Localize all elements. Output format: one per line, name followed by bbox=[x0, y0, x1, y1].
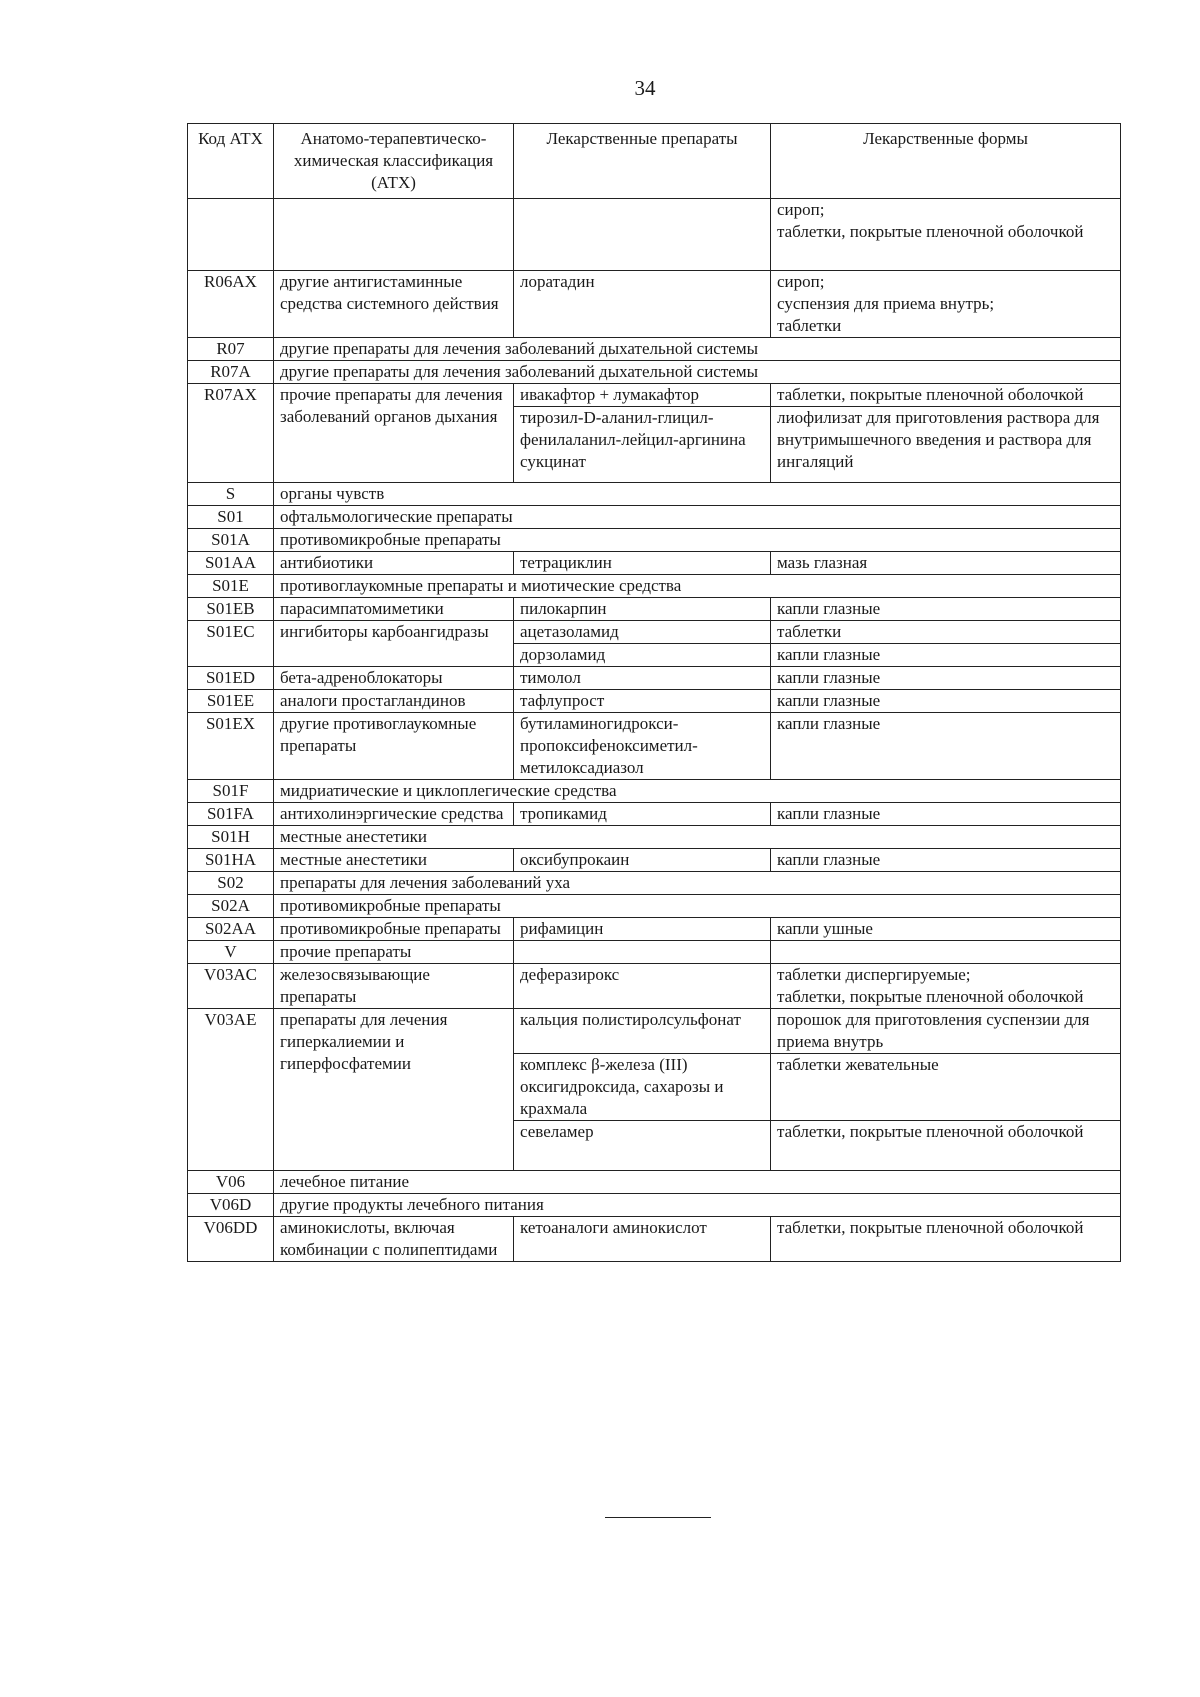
forms-cell: капли глазные bbox=[771, 849, 1121, 872]
end-divider bbox=[605, 1517, 711, 1518]
drug-cell: деферазирокс bbox=[514, 964, 771, 1009]
classification-cell: аналоги простагландинов bbox=[274, 690, 514, 713]
code-cell: S01H bbox=[188, 826, 274, 849]
drug-cell: тетрациклин bbox=[514, 552, 771, 575]
classification-cell: противомикробные препараты bbox=[274, 918, 514, 941]
code-cell: S bbox=[188, 483, 274, 506]
drug-cell: кетоаналоги аминокислот bbox=[514, 1217, 771, 1262]
code-cell: S01ED bbox=[188, 667, 274, 690]
forms-cell: капли глазные bbox=[771, 667, 1121, 690]
classification-cell: препараты для лечения заболеваний уха bbox=[274, 872, 1121, 895]
forms-cell: сироп; суспензия для приема внутрь; таблетки bbox=[771, 271, 1121, 338]
code-cell: S01E bbox=[188, 575, 274, 598]
table-row bbox=[188, 872, 1121, 895]
code-cell: S01AA bbox=[188, 552, 274, 575]
forms-cell: таблетки, покрытые пленочной оболочкой bbox=[771, 1121, 1121, 1171]
table-row bbox=[188, 338, 1121, 361]
drug-cell: тимолол bbox=[514, 667, 771, 690]
classification-cell: противоглаукомные препараты и миотические средства bbox=[274, 575, 1121, 598]
code-cell: R07AX bbox=[188, 384, 274, 483]
page-number: 34 bbox=[634, 76, 656, 100]
table-row bbox=[188, 552, 1121, 575]
header-drugs: Лекарственные препараты bbox=[514, 124, 771, 199]
table-row bbox=[188, 826, 1121, 849]
forms-cell bbox=[771, 941, 1121, 964]
table-row bbox=[188, 199, 1121, 271]
code-cell: V03AE bbox=[188, 1009, 274, 1171]
drug-cell: комплекс β-железа (III) оксигидроксида, сахарозы и крахмала bbox=[514, 1054, 771, 1121]
classification-cell: другие антигистаминные средства системного действия bbox=[274, 271, 514, 338]
code-cell: S01EB bbox=[188, 598, 274, 621]
code-cell: V06 bbox=[188, 1171, 274, 1194]
classification-cell: другие противоглаукомные препараты bbox=[274, 713, 514, 780]
classification-cell: лечебное питание bbox=[274, 1171, 1121, 1194]
table-row bbox=[188, 803, 1121, 826]
code-cell: S01F bbox=[188, 780, 274, 803]
forms-cell: таблетки bbox=[771, 621, 1121, 644]
table-header-row bbox=[188, 124, 1121, 199]
drug-cell: оксибупрокаин bbox=[514, 849, 771, 872]
drug-cell: тирозил-D-аланил-глицил-фенилаланил-лейцил-аргинина сукцинат bbox=[514, 407, 771, 483]
atx-table bbox=[187, 123, 1121, 1262]
classification-cell: парасимпатомиметики bbox=[274, 598, 514, 621]
code-cell: S02 bbox=[188, 872, 274, 895]
table-row bbox=[188, 849, 1121, 872]
table-row bbox=[188, 575, 1121, 598]
forms-cell: капли ушные bbox=[771, 918, 1121, 941]
table-row bbox=[188, 895, 1121, 918]
forms-cell: капли глазные bbox=[771, 598, 1121, 621]
code-cell: V bbox=[188, 941, 274, 964]
table-row bbox=[188, 918, 1121, 941]
classification-cell: местные анестетики bbox=[274, 849, 514, 872]
table-row bbox=[188, 780, 1121, 803]
classification-cell: бета-адреноблокаторы bbox=[274, 667, 514, 690]
drug-cell: рифамицин bbox=[514, 918, 771, 941]
classification-cell bbox=[274, 199, 514, 271]
forms-cell: таблетки диспергируемые; таблетки, покрытые пленочной оболочкой bbox=[771, 964, 1121, 1009]
drug-cell: бутиламиногидрокси-пропоксифеноксиметил-метилоксадиазол bbox=[514, 713, 771, 780]
classification-cell: другие продукты лечебного питания bbox=[274, 1194, 1121, 1217]
table-row bbox=[188, 1194, 1121, 1217]
table-row bbox=[188, 690, 1121, 713]
table-row bbox=[188, 941, 1121, 964]
classification-cell: железосвязывающие препараты bbox=[274, 964, 514, 1009]
table-row bbox=[188, 483, 1121, 506]
classification-cell: другие препараты для лечения заболеваний дыхательной системы bbox=[274, 361, 1121, 384]
forms-cell: сироп; таблетки, покрытые пленочной оболочкой bbox=[771, 199, 1121, 271]
table-row bbox=[188, 506, 1121, 529]
classification-cell: антибиотики bbox=[274, 552, 514, 575]
code-cell: R07A bbox=[188, 361, 274, 384]
drug-cell: дорзоламид bbox=[514, 644, 771, 667]
code-cell: S01A bbox=[188, 529, 274, 552]
code-cell: S01EE bbox=[188, 690, 274, 713]
header-classification: Анатомо-терапевтическо-химическая классификация (АТХ) bbox=[274, 124, 514, 199]
forms-cell: капли глазные bbox=[771, 690, 1121, 713]
table-row bbox=[188, 529, 1121, 552]
drug-cell: пилокарпин bbox=[514, 598, 771, 621]
forms-cell: мазь глазная bbox=[771, 552, 1121, 575]
drug-cell: тафлупрост bbox=[514, 690, 771, 713]
code-cell: V06DD bbox=[188, 1217, 274, 1262]
code-cell: S01EX bbox=[188, 713, 274, 780]
classification-cell: местные анестетики bbox=[274, 826, 1121, 849]
forms-cell: таблетки, покрытые пленочной оболочкой bbox=[771, 1217, 1121, 1262]
forms-cell: капли глазные bbox=[771, 803, 1121, 826]
drug-cell bbox=[514, 941, 771, 964]
drug-cell: ацетазоламид bbox=[514, 621, 771, 644]
code-cell: S02A bbox=[188, 895, 274, 918]
code-cell: S01 bbox=[188, 506, 274, 529]
classification-cell: аминокислоты, включая комбинации с полипептидами bbox=[274, 1217, 514, 1262]
forms-cell: порошок для приготовления суспензии для приема внутрь bbox=[771, 1009, 1121, 1054]
header-forms: Лекарственные формы bbox=[771, 124, 1121, 199]
code-cell: S02AA bbox=[188, 918, 274, 941]
table-row bbox=[188, 384, 1121, 407]
classification-cell: мидриатические и циклоплегические средства bbox=[274, 780, 1121, 803]
code-cell: V06D bbox=[188, 1194, 274, 1217]
table-row bbox=[188, 667, 1121, 690]
code-cell: R06AX bbox=[188, 271, 274, 338]
classification-cell: другие препараты для лечения заболеваний дыхательной системы bbox=[274, 338, 1121, 361]
table-row bbox=[188, 1171, 1121, 1194]
classification-cell: органы чувств bbox=[274, 483, 1121, 506]
drug-cell: ивакафтор + лумакафтор bbox=[514, 384, 771, 407]
drug-cell: севеламер bbox=[514, 1121, 771, 1171]
code-cell: R07 bbox=[188, 338, 274, 361]
classification-cell: прочие препараты bbox=[274, 941, 514, 964]
code-cell: S01FA bbox=[188, 803, 274, 826]
table-row bbox=[188, 271, 1121, 338]
forms-cell: таблетки жевательные bbox=[771, 1054, 1121, 1121]
drug-cell: кальция полистиролсульфонат bbox=[514, 1009, 771, 1054]
forms-cell: таблетки, покрытые пленочной оболочкой bbox=[771, 384, 1121, 407]
code-cell: S01HA bbox=[188, 849, 274, 872]
classification-cell: прочие препараты для лечения заболеваний органов дыхания bbox=[274, 384, 514, 483]
table-row bbox=[188, 361, 1121, 384]
table-row bbox=[188, 1009, 1121, 1054]
classification-cell: противомикробные препараты bbox=[274, 529, 1121, 552]
classification-cell: противомикробные препараты bbox=[274, 895, 1121, 918]
classification-cell: офтальмологические препараты bbox=[274, 506, 1121, 529]
classification-cell: препараты для лечения гиперкалиемии и гиперфосфатемии bbox=[274, 1009, 514, 1171]
classification-cell: антихолинэргические средства bbox=[274, 803, 514, 826]
forms-cell: капли глазные bbox=[771, 644, 1121, 667]
table-row bbox=[188, 621, 1121, 644]
header-code: Код АТХ bbox=[188, 124, 274, 199]
code-cell: S01EC bbox=[188, 621, 274, 667]
forms-cell: лиофилизат для приготовления раствора для внутримышечного введения и раствора для ингаляций bbox=[771, 407, 1121, 483]
table-row bbox=[188, 713, 1121, 780]
code-cell: V03AC bbox=[188, 964, 274, 1009]
table-row bbox=[188, 1217, 1121, 1262]
table-row bbox=[188, 964, 1121, 1009]
drug-cell: лоратадин bbox=[514, 271, 771, 338]
table-row bbox=[188, 598, 1121, 621]
drug-cell: тропикамид bbox=[514, 803, 771, 826]
forms-cell: капли глазные bbox=[771, 713, 1121, 780]
drug-cell bbox=[514, 199, 771, 271]
code-cell bbox=[188, 199, 274, 271]
classification-cell: ингибиторы карбоангидразы bbox=[274, 621, 514, 667]
